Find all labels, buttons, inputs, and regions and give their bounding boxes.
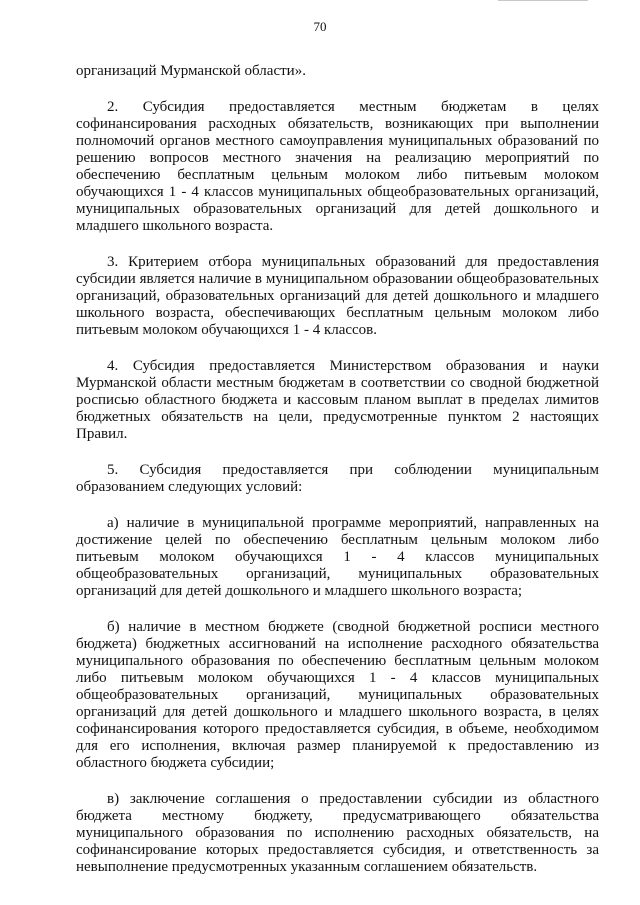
paragraph-subitem-v: в) заключение соглашения о предоставлении субсидии из областного бюджета местному бюджету, предусматривающего обязательства муниципального образования по исполнению расходных обязательств, на софинансирование которых предоставляется субсидия, и ответственность за невыполнение предусмотренных указанным соглашением обязательств. [76,791,599,875]
document-body [76,63,599,895]
paragraph-continuation: организаций Мурманской области». [76,63,306,79]
paragraph-item-5: 5. Субсидия предоставляется при соблюдении муниципальным образованием следующих условий: [76,462,599,495]
scan-edge-mark [498,0,588,4]
paragraph-item-2: 2. Субсидия предоставляется местным бюджетам в целях софинансирования расходных обязательств, возникающих при выполнении полномочий органов местного самоуправления муниципальных образований по решению вопросов местного значения на реализацию мероприятий по обеспечению бесплатным цельным молоком либо питьевым молоком обучающихся 1 - 4 классов муниципальных общеобразовательных организаций, муниципальных образовательных организаций для детей дошкольного и младшего школьного возраста. [76,99,599,234]
paragraph-subitem-a: а) наличие в муниципальной программе мероприятий, направленных на достижение целей по обеспечению бесплатным цельным молоком либо питьевым молоком обучающихся 1 - 4 классов муниципальных общеобразовательных организаций, муниципальных образовательных организаций для детей дошкольного и младшего школьного возраста; [76,515,599,599]
paragraph-subitem-b: б) наличие в местном бюджете (сводной бюджетной росписи местного бюджета) бюджетных ассигнований на исполнение расходного обязательства муниципального образования по обеспечению бесплатным цельным молоком либо питьевым молоком обучающихся 1 - 4 классов муниципальных общеобразовательных организаций, муниципальных образовательных организаций для детей дошкольного и младшего школьного возраста, в целях софинансирования которого предоставляется субсидия, в объеме, необходимом для его исполнения, включая размер планируемой к предоставлению из областного бюджета субсидии; [76,619,599,771]
paragraph-item-3: 3. Критерием отбора муниципальных образований для предоставления субсидии является наличие в муниципальном образовании общеобразовательных организаций, образовательных организаций для детей дошкольного и младшего школьного возраста, обеспечивающих бесплатным цельным молоком либо питьевым молоком обучающихся 1 - 4 классов. [76,254,599,338]
page-number: 70 [313,19,327,34]
paragraph-item-4: 4. Субсидия предоставляется Министерством образования и науки Мурманской области местным бюджетам в соответствии со сводной бюджетной росписью областного бюджета и кассовым планом выплат в пределах лимитов бюджетных обязательств на цели, предусмотренные пунктом 2 настоящих Правил. [76,358,599,442]
